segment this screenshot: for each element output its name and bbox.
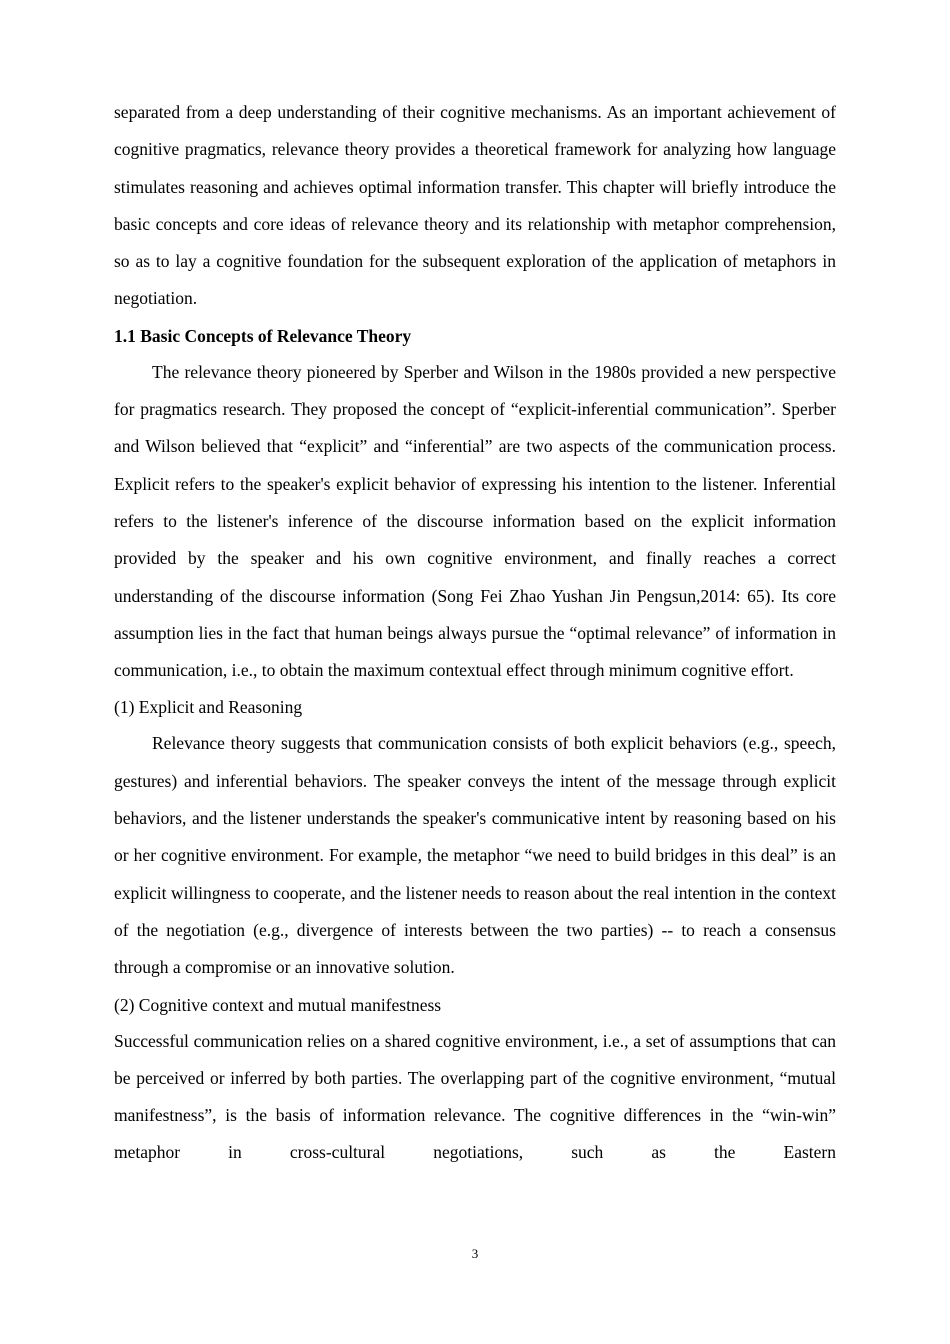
section-paragraph: The relevance theory pioneered by Sperber and Wilson in the 1980s provided a new perspective for pragmatics research. They proposed the concept of “explicit-inferential communication”. Sperber and Wilson believed that “explicit” and “inferential” are two aspects of the communication process. Explicit refers to the speaker's explicit behavior of expressing his intention to the listener. Inferential refers to the listener's inference of the discourse information based on the explicit information provided by the speaker and his own cognitive environment, and finally reaches a correct understanding of the discourse information (Song Fei Zhao Yushan Jin Pengsun,2014: 65). Its core assumption lies in the fact that human beings always pursue the “optimal relevance” of information in communication, i.e., to obtain the maximum contextual effect through minimum cognitive effort. — [114, 361, 836, 681]
section-heading: 1.1 Basic Concepts of Relevance Theory — [114, 325, 412, 346]
subsection1-paragraph: Relevance theory suggests that communication consists of both explicit behaviors (e.g., speech, gestures) and inferential behaviors. The speaker conveys the intent of the message through explicit behaviors, and the listener understands the speaker's communicative intent by reasoning based on his or her cognitive environment. For example, the metaphor “we need to build bridges in this deal” is an explicit willingness to cooperate, and the listener needs to reason about the real intention in the context of the negotiation (e.g., divergence of interests between the two parties) -- to reach a consensus through a compromise or an innovative solution. — [114, 733, 836, 978]
page-number: 3 — [471, 1246, 479, 1261]
subsection2-paragraph: Successful communication relies on a shared cognitive environment, i.e., a set of assumptions that can be perceived or inferred by both parties. The overlapping part of the cognitive environment, “mutual manifestness”, is the basis of information relevance. The cognitive differences in the “win-win” metaphor in cross-cultural negotiations, such as the Eastern — [114, 1030, 836, 1163]
subsection2-heading: (2) Cognitive context and mutual manifestness — [114, 994, 442, 1015]
subsection1-heading: (1) Explicit and Reasoning — [114, 697, 303, 718]
intro-paragraph: separated from a deep understanding of their cognitive mechanisms. As an important achievement of cognitive pragmatics, relevance theory provides a theoretical framework for analyzing how language stimulates reasoning and achieves optimal information transfer. This chapter will briefly introduce the basic concepts and core ideas of relevance theory and its relationship with metaphor comprehension, so as to lay a cognitive foundation for the subsequent exploration of the application of metaphors in negotiation. — [114, 102, 836, 309]
document-page — [114, 94, 836, 1172]
